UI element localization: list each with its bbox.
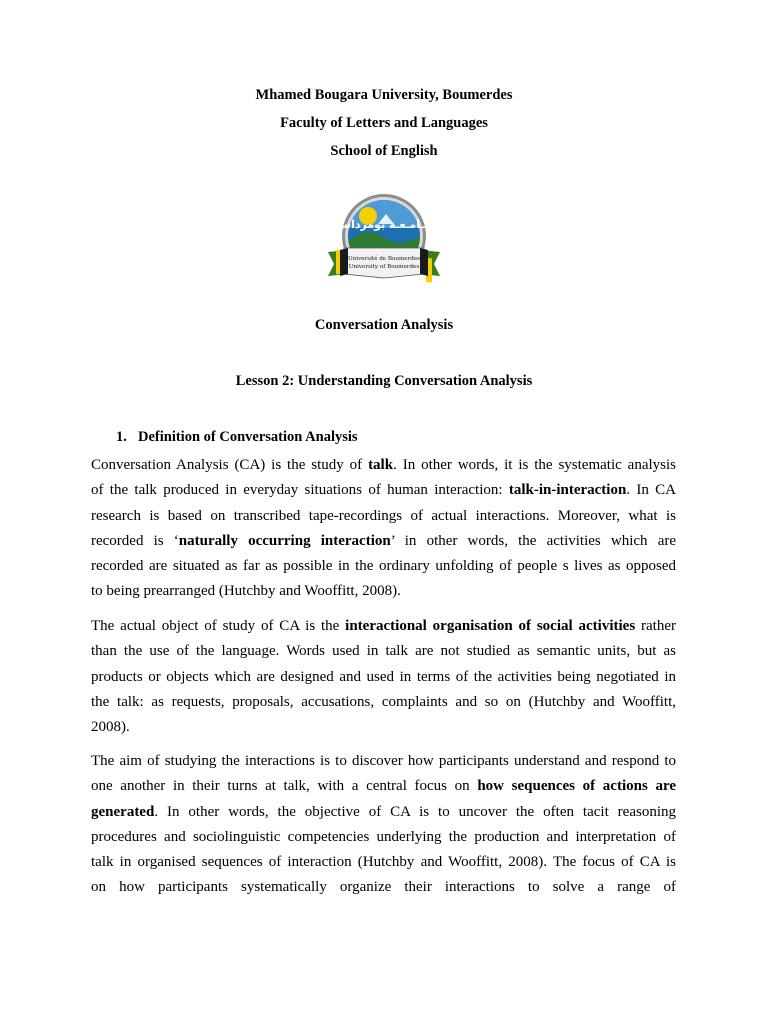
logo-line2: University of Boumerdes	[348, 264, 420, 270]
p2-line: the talk: as requests, proposals, accusations, complaints and so on (Hutchby and Wooffitt,	[91, 693, 676, 710]
paragraph-3	[91, 749, 676, 901]
p3-line: The aim of studying the interactions is to discover how participants understand and respond to	[91, 753, 676, 769]
section-title: Definition of Conversation Analysis	[138, 429, 358, 445]
p3-line: generated. In other words, the objective of CA is to uncover the often tacit reasoning	[91, 803, 676, 820]
section-number: 1.	[116, 429, 127, 445]
university-logo	[326, 194, 442, 284]
course-title: Conversation Analysis	[314, 317, 454, 333]
p1-line: Conversation Analysis (CA) is the study of talk. In other words, it is the systematic analysis	[91, 457, 676, 473]
p1-line: of the talk produced in everyday situations of human interaction: talk-in-interaction. In CA	[91, 482, 676, 499]
logo-arabic-text: جـامـعـة بومرداس	[335, 218, 433, 231]
p3-line: one another in their turns at talk, with a central focus on how sequences of actions are	[91, 778, 677, 795]
p2-line: The actual object of study of CA is the interactional organisation of social activities rather	[91, 618, 676, 634]
university-logo-graphic	[326, 194, 442, 284]
school-name: School of English	[330, 143, 438, 159]
p2-line: products or objects which are designed and used in terms of the activities being negotiated in	[91, 668, 676, 685]
faculty-name: Faculty of Letters and Languages	[280, 115, 488, 131]
logo-line1: Université de Boumerdes	[347, 256, 421, 262]
university-name: Mhamed Bougara University, Boumerdes	[255, 87, 513, 103]
p3-line: talk in organised sequences of interaction (Hutchby and Wooffitt, 2008). The focus of CA is	[91, 854, 676, 871]
p1-line: recorded is ‘naturally occurring interaction’ in other words, the activities which are	[91, 532, 676, 549]
lesson-title: Lesson 2: Understanding Conversation Analysis	[235, 373, 533, 389]
paragraph-2	[91, 614, 676, 740]
p2-line: 2008).	[91, 719, 130, 736]
p2-line: than the use of the language. Words used in talk are not studied as semantic units, but as	[91, 643, 676, 660]
p3-line: on how participants systematically organize their interactions to solve a range of	[91, 879, 676, 896]
p1-line: recorded are situated as far as possible in the ordinary unfolding of people s lives as opposed	[91, 558, 676, 575]
section-heading	[116, 427, 358, 447]
p3-line: procedures and sociolinguistic competencies underlying the production and interpretation of	[91, 828, 676, 845]
p1-line: to being prearranged (Hutchby and Wooffitt, 2008).	[91, 583, 401, 600]
p1-line: research is based on transcribed tape-recordings of actual interactions. Moreover, what is	[91, 507, 676, 524]
paragraph-1	[91, 453, 676, 605]
